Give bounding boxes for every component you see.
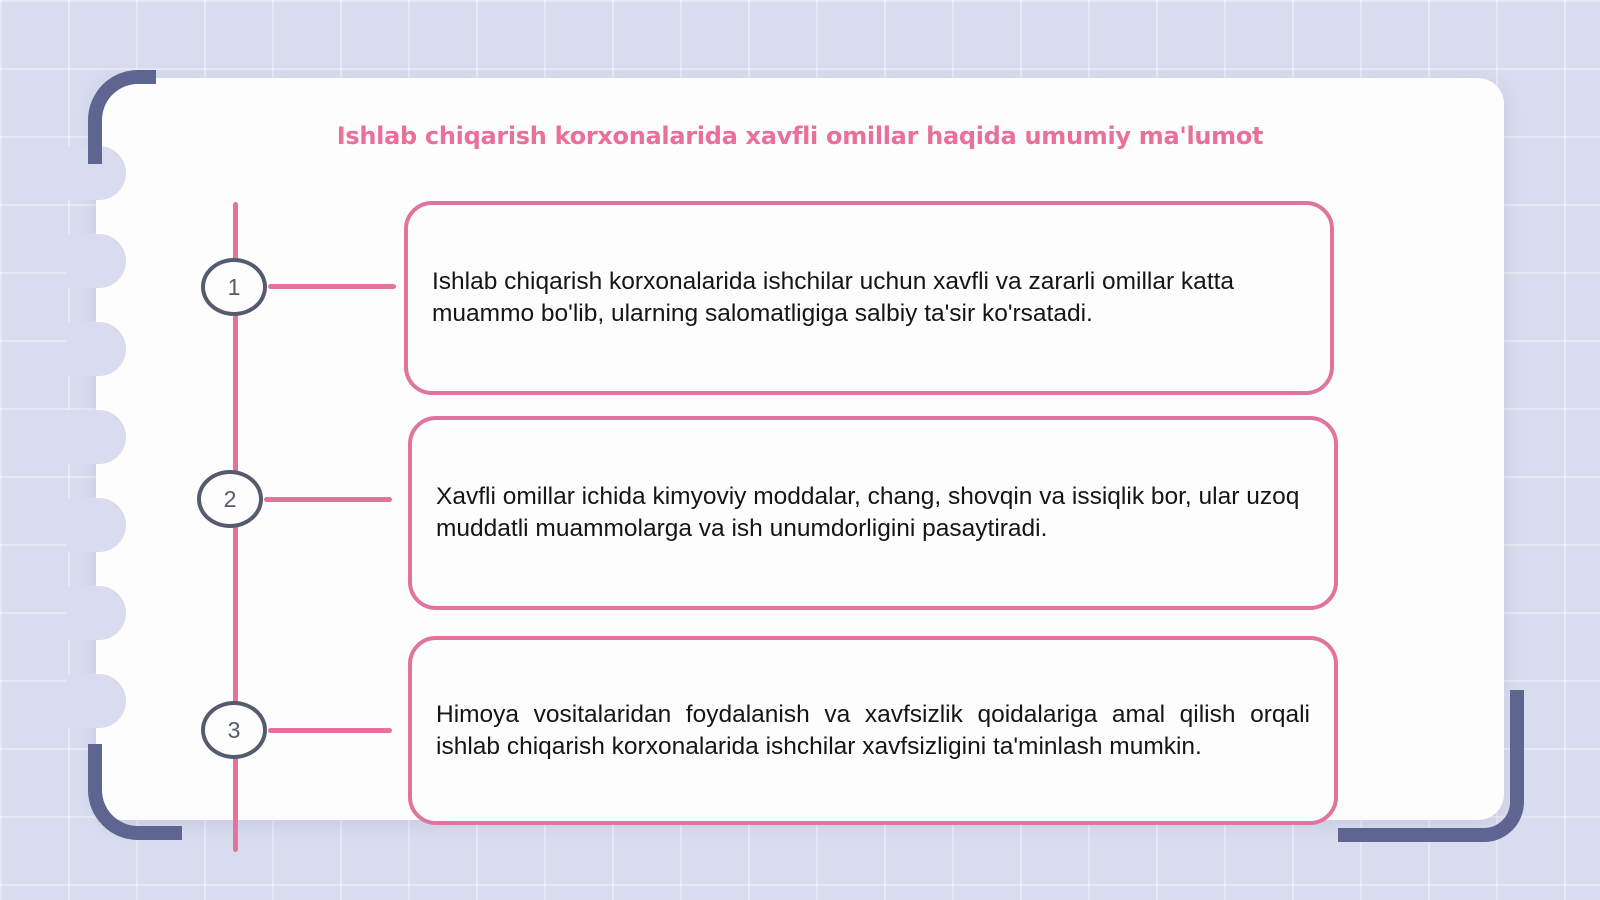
step-card (404, 201, 1334, 395)
step-number-badge: 2 (197, 470, 263, 528)
step-connector (268, 728, 392, 733)
step-card-text: Himoya vositalaridan foydalanish va xavfsizlik qoidalariga amal qilish orqali ishlab chiqarish korxonalarida ishchilar xavfsizligini ta'minlash mumkin. (436, 700, 1310, 760)
step-card (408, 636, 1338, 825)
step-card (408, 416, 1338, 610)
paper-notch (66, 498, 126, 552)
paper-notch (66, 586, 126, 640)
step-card-text: Xavfli omillar ichida kimyoviy moddalar, chang, shovqin va issiqlik bor, ular uzoq muddatli muammolarga va ish unumdorligini pasaytiradi. (436, 483, 1300, 542)
slide-title: Ishlab chiqarish korxonalarida xavfli omillar haqida umumiy ma'lumot (336, 122, 1264, 150)
paper-notch (66, 410, 126, 464)
step-number-badge: 3 (201, 701, 267, 759)
step-connector (268, 284, 396, 289)
corner-bracket-bottom-left (88, 744, 182, 840)
paper-notch (66, 234, 126, 288)
paper-notch (66, 674, 126, 728)
corner-bracket-bottom-right (1338, 690, 1524, 842)
step-connector (264, 497, 392, 502)
paper-notch (66, 322, 126, 376)
step-card-text: Ishlab chiqarish korxonalarida ishchilar uchun xavfli va zararli omillar katta muammo bo'lib, ularning salomatligiga salbiy ta'sir ko'rsatadi. (432, 268, 1235, 327)
step-number-badge: 1 (201, 258, 267, 316)
